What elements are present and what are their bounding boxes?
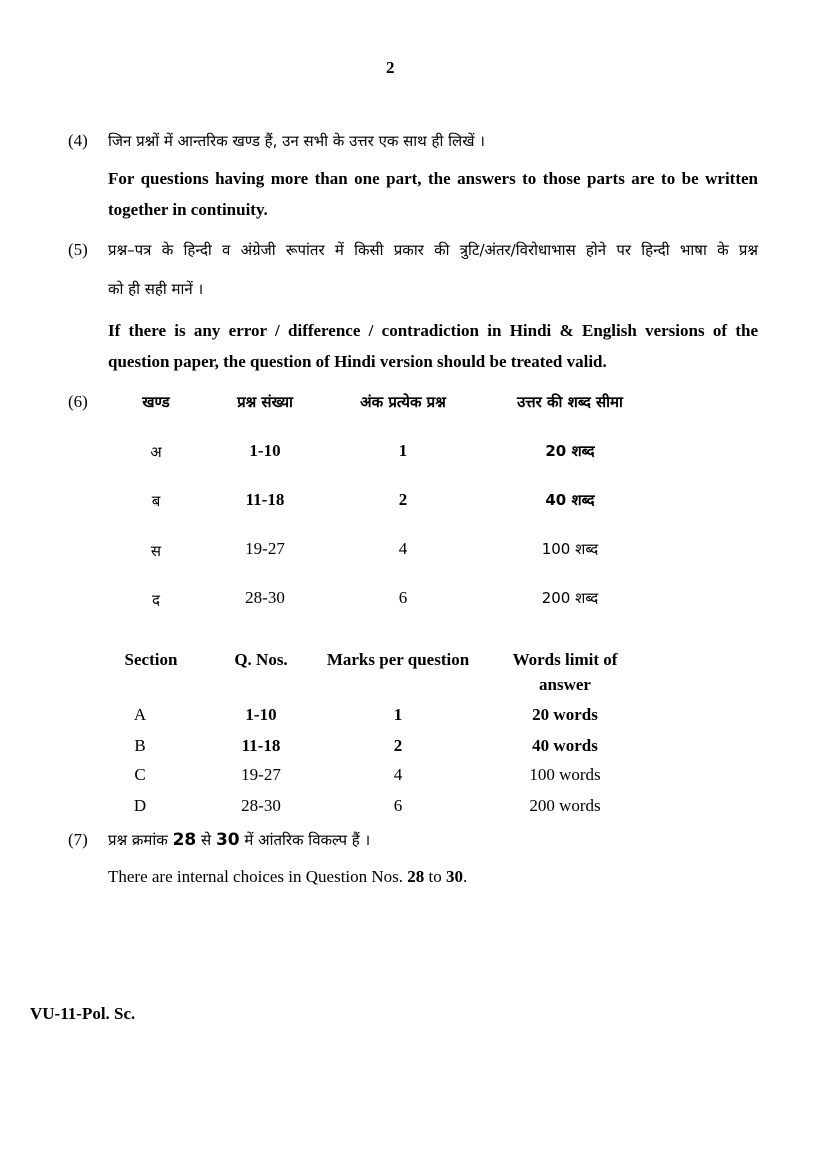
english-table-header-words-line2: answer bbox=[539, 675, 591, 694]
hindi-table-cell-section: ब bbox=[151, 492, 161, 510]
item-7-number: (7) bbox=[68, 830, 88, 849]
english-table-cell-marks: 2 bbox=[393, 736, 403, 755]
english-table-cell-marks: 1 bbox=[393, 705, 403, 724]
english-table-cell-section: C bbox=[134, 765, 146, 784]
item-7-hindi-text-a: प्रश्न क्रमांक bbox=[108, 831, 173, 849]
page-number: 2 bbox=[386, 58, 395, 77]
hindi-table-header-section: खण्ड bbox=[142, 393, 170, 411]
item-7-english-num-30: 30 bbox=[446, 867, 464, 886]
item-5-hindi-line2: को ही सही मानें । bbox=[108, 280, 204, 298]
english-table-cell-qnos: 1-10 bbox=[245, 705, 277, 724]
english-table-cell-words: 200 words bbox=[529, 796, 601, 815]
hindi-table-header-marks: अंक प्रत्येक प्रश्न bbox=[360, 393, 446, 411]
english-table-cell-words: 100 words bbox=[529, 765, 601, 784]
english-table-cell-section: D bbox=[133, 796, 147, 815]
english-table-cell-section: A bbox=[133, 705, 147, 724]
hindi-table-cell-words: 20 शब्द bbox=[545, 442, 595, 460]
english-table-cell-words: 20 words bbox=[532, 705, 598, 724]
item-5-number: (5) bbox=[68, 240, 88, 259]
item-6-number: (6) bbox=[68, 392, 88, 411]
english-table-header-words: Words limit of bbox=[512, 650, 618, 669]
english-table-cell-qnos: 19-27 bbox=[241, 765, 281, 784]
hindi-table-cell-section: अ bbox=[150, 443, 162, 461]
hindi-table-cell-words: 100 शब्द bbox=[541, 540, 599, 558]
english-table-cell-marks: 6 bbox=[393, 796, 403, 815]
hindi-table-header-qnos: प्रश्न संख्या bbox=[237, 393, 293, 411]
item-5-english-line2: question paper, the question of Hindi version should be treated valid. bbox=[108, 352, 607, 371]
hindi-table-cell-qnos: 1-10 bbox=[249, 441, 281, 460]
hindi-table-cell-qnos: 11-18 bbox=[245, 490, 285, 509]
hindi-table-cell-words: 40 शब्द bbox=[545, 491, 595, 509]
footer-paper-code: VU-11-Pol. Sc. bbox=[30, 1004, 136, 1023]
item-7-english-num-28: 28 bbox=[407, 867, 425, 886]
item-5-english-line1: If there is any error / difference / contradiction in Hindi & English versions of the bbox=[108, 321, 758, 340]
english-table-header-section: Section bbox=[124, 650, 178, 669]
english-table-header-marks: Marks per question bbox=[326, 650, 470, 669]
hindi-table-cell-qnos: 28-30 bbox=[245, 588, 285, 607]
hindi-table-cell-section: द bbox=[152, 591, 160, 609]
item-4-english-line2: together in continuity. bbox=[108, 200, 268, 219]
item-7-english bbox=[108, 867, 467, 887]
item-7-hindi-num-30: 30 bbox=[215, 830, 240, 850]
item-7-english-text-a: There are internal choices in Question Nos. bbox=[108, 867, 408, 886]
hindi-table-cell-section: स bbox=[150, 542, 162, 560]
item-7-hindi-num-28: 28 bbox=[172, 830, 197, 850]
item-7-hindi-text-c: से bbox=[196, 831, 216, 849]
hindi-table-cell-marks: 1 bbox=[398, 441, 408, 460]
english-table-cell-section: B bbox=[134, 736, 146, 755]
hindi-table-cell-marks: 6 bbox=[398, 588, 408, 607]
english-table-cell-marks: 4 bbox=[393, 765, 403, 784]
english-table-cell-qnos: 11-18 bbox=[241, 736, 281, 755]
item-4-number: (4) bbox=[68, 131, 88, 150]
english-table-header-qnos: Q. Nos. bbox=[234, 650, 288, 669]
item-7-hindi bbox=[108, 830, 370, 850]
item-4-hindi: जिन प्रश्नों में आन्तरिक खण्ड हैं, उन सभी के उत्तर एक साथ ही लिखें । bbox=[108, 132, 485, 150]
english-table-cell-words: 40 words bbox=[532, 736, 598, 755]
english-table-cell-qnos: 28-30 bbox=[241, 796, 281, 815]
item-7-english-text-c: to bbox=[424, 867, 447, 886]
item-5-hindi-line1: प्रश्न–पत्र के हिन्दी व अंग्रेजी रूपांतर में किसी प्रकार की त्रुटि/अंतर/विरोधाभास होने पर हिन्दी भाषा के प्रश्न bbox=[108, 241, 758, 259]
hindi-table-cell-words: 200 शब्द bbox=[541, 589, 599, 607]
item-4-english-line1: For questions having more than one part, the answers to those parts are to be written bbox=[108, 169, 758, 188]
item-7-hindi-text-e: में आंतरिक विकल्प हैं । bbox=[239, 831, 371, 849]
hindi-table-cell-marks: 2 bbox=[398, 490, 408, 509]
hindi-table-cell-qnos: 19-27 bbox=[245, 539, 285, 558]
item-7-english-text-e: . bbox=[463, 867, 468, 886]
hindi-table-cell-marks: 4 bbox=[398, 539, 408, 558]
hindi-table-header-words: उत्तर की शब्द सीमा bbox=[517, 393, 623, 411]
